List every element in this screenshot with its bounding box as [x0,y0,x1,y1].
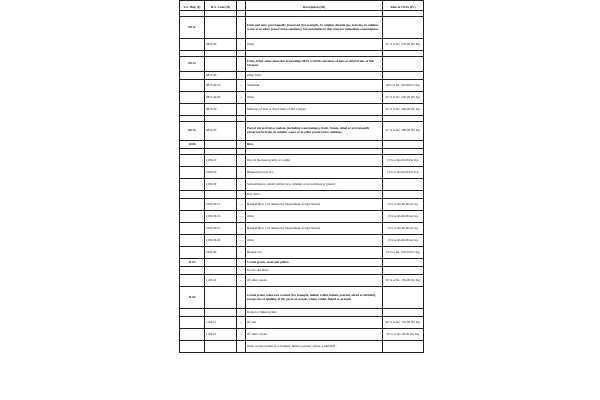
cell-tariff-code: 0813.40.10 [205,80,237,92]
cell-tariff-code: 0813.40 [205,72,237,80]
cell-heading [180,223,205,235]
cell-rate: 15% or Rs.60.00 per kg. [383,235,424,247]
table-row [180,122,424,141]
table-row [180,235,424,247]
cell-tariff-code [205,57,237,72]
cell-heading: 08.12 [180,17,205,39]
cell-rate [383,179,424,191]
cell-tariff-code: 1006.30.19 [205,211,237,223]
cell-tariff-code: 1006.30 [205,179,237,191]
cell-rate: 45 % or Rs. 270.00 Per Kg. [383,39,424,51]
cell-tariff-code [205,191,237,199]
cell-tariff-code: 1006.20 [205,167,237,179]
cell-dash: - [237,309,246,317]
table-header-row [180,1,424,11]
cell-heading [180,155,205,167]
cell-dash: - [237,267,246,275]
cell-rate [383,309,424,317]
cell-dash: - [237,72,246,80]
cell-tariff-code [205,287,237,309]
table-body [180,11,424,353]
cell-tariff-code: 0812.90 [205,39,237,51]
cell-dash: --- [237,223,246,235]
cell-tariff-code: 1006.30.29 [205,235,237,247]
cell-dash: - [237,167,246,179]
cell-dash: -- [237,329,246,341]
cell-heading [180,267,205,275]
cell-heading [180,329,205,341]
cell-dash: - [237,341,246,353]
cell-tariff-code [205,341,237,353]
table-row [180,329,424,341]
table-row [180,191,424,199]
cell-dash: -- [237,92,246,104]
cell-description: Other [246,235,383,247]
cell-rate: 15% or Rs.60.00 per kg. [383,211,424,223]
cell-heading [180,72,205,80]
header-rate: Rate of CESS (IV) [383,1,424,11]
cell-dash: -- [237,317,246,329]
cell-heading [180,39,205,51]
table-row [180,167,424,179]
cell-dash: - [237,247,246,259]
cell-rate [383,141,424,149]
cell-description: Rice. [246,141,383,149]
cell-heading [180,341,205,353]
cell-tariff-code: 1104.19 [205,329,237,341]
cell-description: Other fruit : [246,72,383,80]
cell-rate: 45 % or Rs. 240.00 Per Kg. [383,92,424,104]
cell-heading: 11.03 [180,259,205,267]
cell-rate: 15% or Rs.60.00 Per Kg. [383,155,424,167]
cell-heading: 08.14 [180,122,205,141]
cell-tariff-code: 1006.10 [205,155,237,167]
table-row [180,155,424,167]
cell-description: Tamarind [246,80,383,92]
table-row [180,80,424,92]
cell-rate: 30 % or Rs. 65.00 Per Kg. [383,329,424,341]
cell-rate: 30 % or Rs. 135.00 Per Kg. [383,317,424,329]
cell-description: Fruit and nuts, provisionally preserved (for example, by sulphur dioxide gas, in brine, in sulphur water or in other preservative solutions), but unsuitable in that state for immediate consumption. [246,17,383,39]
table-row [180,57,424,72]
cell-dash [237,17,246,39]
cell-rate [383,259,424,267]
cell-heading [180,275,205,287]
cell-description: Rice in the husk (paddy or rough) [246,155,383,167]
table-row [180,247,424,259]
cell-tariff-code: 1104.12 [205,317,237,329]
cell-tariff-code [205,17,237,39]
cell-description: Mixtures of nuts or dried fruits of this Chapter [246,104,383,116]
header-heading: S.S. Hdg. (I) [180,1,205,11]
cell-dash: - [237,179,246,191]
cell-heading [180,179,205,191]
cell-dash: --- [237,199,246,211]
cell-tariff-code: 1103.19 [205,275,237,287]
cell-dash: -- [237,275,246,287]
table-row [180,275,424,287]
cell-heading: 11.04 [180,287,205,309]
cell-heading [180,235,205,247]
table-row [180,309,424,317]
cell-heading [180,211,205,223]
cell-dash [237,122,246,141]
table-row [180,259,424,267]
cell-rate: 15% or Rs.60.00 per kg. [383,199,424,211]
cell-rate: 15% or Rs.60.00 Per Kg. [383,167,424,179]
table-row [180,267,424,275]
cell-heading [180,247,205,259]
cell-description: Other [246,92,383,104]
cell-description: Basmati Rice ( As defined by Department of Agriculture) [246,223,383,235]
cell-heading: 10.06 [180,141,205,149]
cell-tariff-code: 0814.00 [205,122,237,141]
cell-description: Semi-milled or wholly milled rice, whether or not polished or glazed : [246,179,383,191]
cell-heading [180,191,205,199]
cell-description: Raw Rice : [246,191,383,199]
cell-tariff-code: 0813.50 [205,104,237,116]
cell-rate: 20% or Rs. 350.00 Per Kg. [383,80,424,92]
cell-description: Groats and meal : [246,267,383,275]
cell-dash: --- [237,235,246,247]
cell-tariff-code: 0813.40.90 [205,92,237,104]
cell-description: Of other cereals [246,275,383,287]
cell-dash [237,287,246,309]
cell-rate [383,17,424,39]
cell-description: Basmati Rice ( As defined by Department of Agriculture) [246,199,383,211]
cell-dash: - [237,39,246,51]
cell-heading [180,104,205,116]
cell-heading [180,92,205,104]
cell-description: Of other cereals [246,329,383,341]
cell-rate: 15% or Rs. 100.00 Per Kg. [383,247,424,259]
cell-rate: 45 % or Rs. 240.00 Per Kg. [383,104,424,116]
table-row [180,72,424,80]
header-description: Description (III) [246,1,383,11]
cell-description: Other worked grains (for example, hulled, pearled, sliced or kibbled) : [246,341,383,353]
cell-rate [383,287,424,309]
cell-dash: -- [237,80,246,92]
cell-rate [383,57,424,72]
cell-heading: 08.13 [180,57,205,72]
cell-heading [180,309,205,317]
cell-description: Other [246,39,383,51]
cell-dash: --- [237,211,246,223]
table-row [180,141,424,149]
table-row [180,341,424,353]
cell-rate [383,341,424,353]
cell-tariff-code [205,309,237,317]
cell-rate [383,267,424,275]
cell-heading [180,80,205,92]
cell-description: Other [246,211,383,223]
cell-description: Fruit, dried, other than that of headings 08.01 to 08.06; mixtures of nuts or dried fruits of this Chapter. [246,57,383,72]
table-row [180,17,424,39]
cell-description: Rolled or flaked grains : [246,309,383,317]
cell-description: Of oats [246,317,383,329]
cell-tariff-code [205,259,237,267]
table-row [180,39,424,51]
cell-rate [383,72,424,80]
cell-dash [237,259,246,267]
cell-description: Husked (brown) rice [246,167,383,179]
cell-rate [383,191,424,199]
cell-dash [237,57,246,72]
table-row [180,287,424,309]
cell-description: Peel of citrus fruit or melons (including watermelons), fresh, frozen, dried or provisionally preserved in brine, in sulphur water or in other preservative solutions. [246,122,383,141]
table-row [180,179,424,191]
cell-tariff-code [205,267,237,275]
cell-heading [180,199,205,211]
cell-rate: 15% or Rs.60.00 per kg. [383,223,424,235]
cell-tariff-code: 1006.30.11 [205,199,237,211]
cell-dash [237,191,246,199]
cell-description: Broken rice [246,247,383,259]
cell-heading [180,317,205,329]
cell-dash: - [237,104,246,116]
cell-heading [180,167,205,179]
cell-dash: - [237,155,246,167]
cell-tariff-code [205,141,237,149]
cell-description: Cereal grains otherwise worked (for example, hulled, rolled, flaked, pearled, sliced or kibbled), except rice of heading 11.06; germ of cereals, whole, rolled, flaked or ground. [246,287,383,309]
table-row [180,199,424,211]
header-tariff-code: H.S. Code (II) [205,1,237,11]
header-dash [237,1,246,11]
table-row [180,104,424,116]
cell-tariff-code: 1006.30.21 [205,223,237,235]
cell-dash [237,141,246,149]
table-row [180,92,424,104]
table-row [180,317,424,329]
tariff-table [179,0,424,353]
cell-rate: 30 % or Rs. 150.00 Per Kg. [383,275,424,287]
cell-rate: 45 % or Rs. 280.00 Per Kg. [383,122,424,141]
table-row [180,223,424,235]
cell-description: Cereal groats, meal and pellets. [246,259,383,267]
table-row [180,211,424,223]
cell-tariff-code: 1006.40 [205,247,237,259]
